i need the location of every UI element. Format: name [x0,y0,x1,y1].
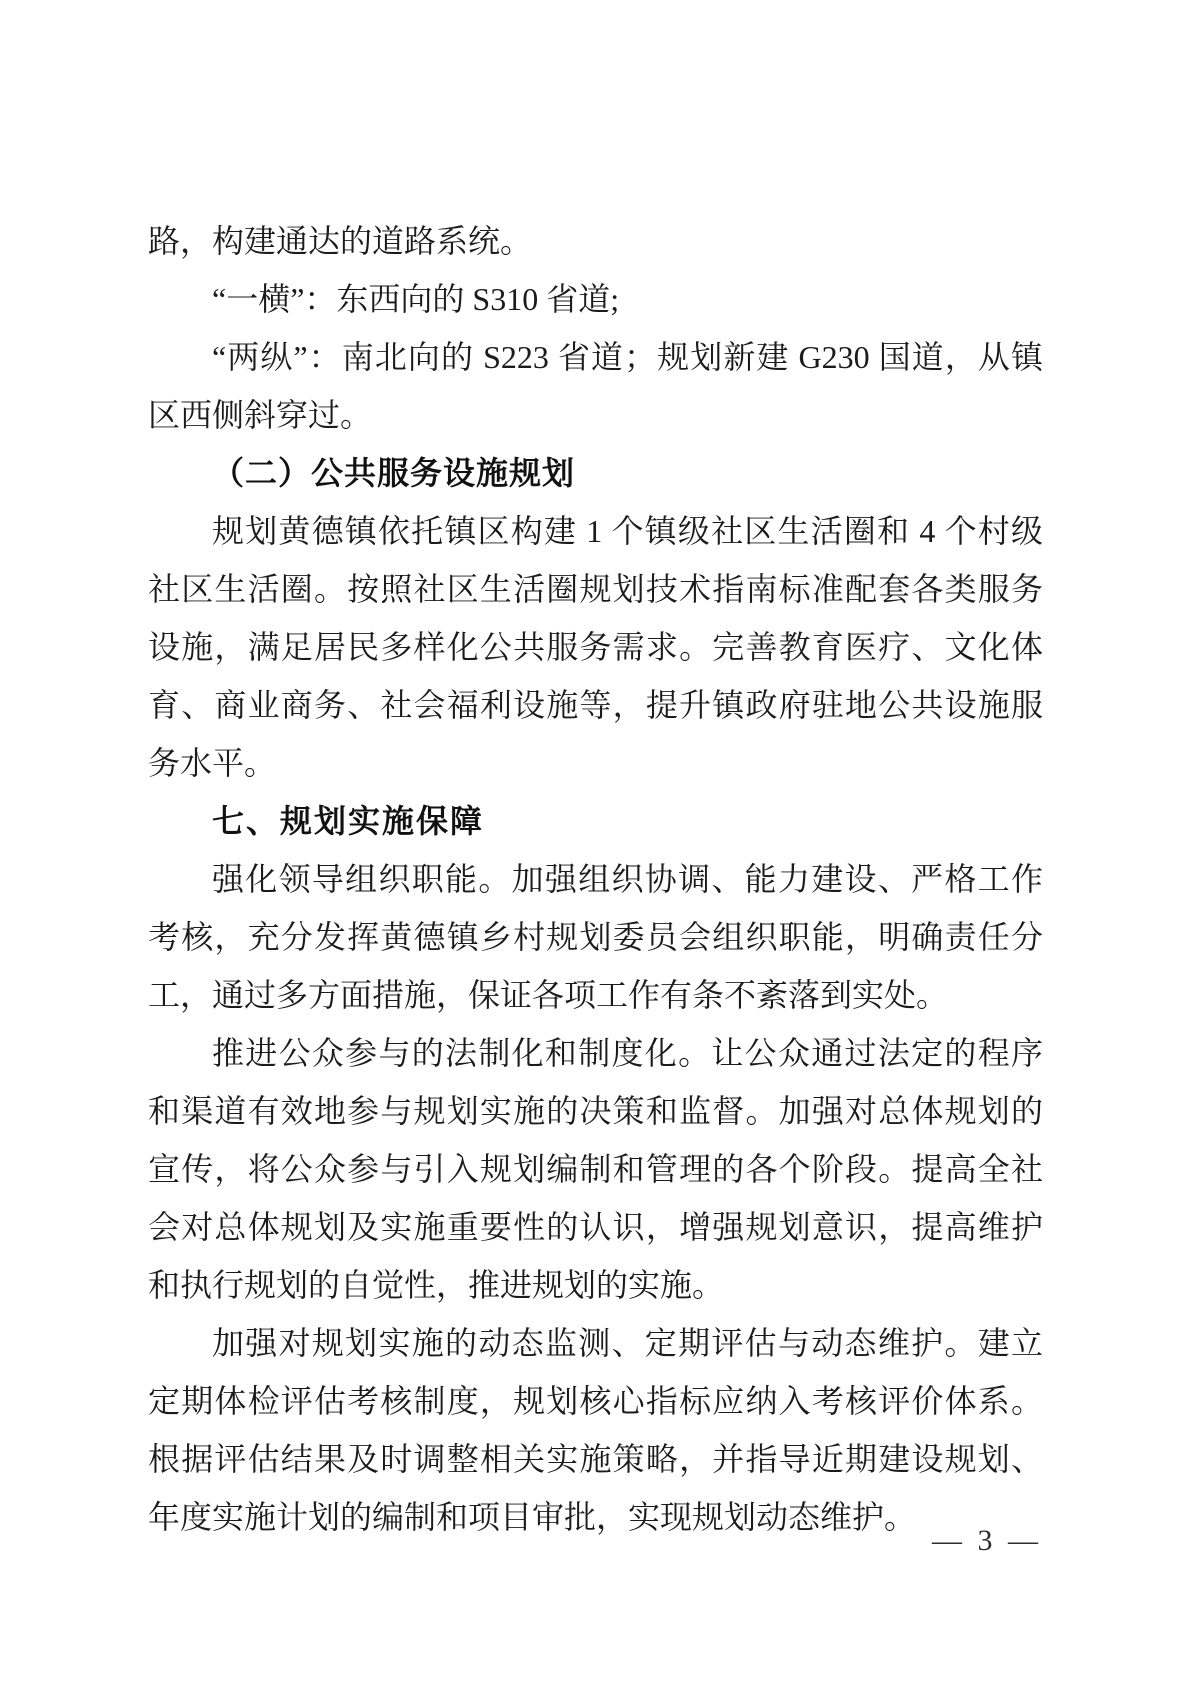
section-heading-plan-implementation-guarantee: 七、规划实施保障 [212,803,485,839]
document-body [148,212,1043,1546]
paragraph-community-life-circles: 规划黄德镇依托镇区构建 1 个镇级社区生活圈和 4 个村级社区生活圈。按照社区生活圈规划技术指南标准配套各类服务设施，满足居民多样化公共服务需求。完善教育医疗、文化体育、商业商务、社会福利设施等，提升镇政府驻地公共设施服务水平。 [148,513,1043,781]
paragraph-two-vertical: “两纵”：南北向的 S223 省道；规划新建 G230 国道，从镇区西侧斜穿过。 [148,339,1043,433]
paragraph-one-horizontal: “一横”：东西向的 S310 省道; [212,281,620,317]
page-number: — 3 — [932,1524,1042,1557]
paragraph-road-system-continuation: 路，构建通达的道路系统。 [148,223,533,259]
paragraph-public-participation: 推进公众参与的法制化和制度化。让公众通过法定的程序和渠道有效地参与规划实施的决策和监督。加强对总体规划的宣传，将公众参与引入规划编制和管理的各个阶段。提高全社会对总体规划及实施重要性的认识，增强规划意识，提高维护和执行规划的自觉性，推进规划的实施。 [148,1035,1043,1303]
paragraph-dynamic-monitoring: 加强对规划实施的动态监测、定期评估与动态维护。建立定期体检评估考核制度，规划核心指标应纳入考核评价体系。根据评估结果及时调整相关实施策略，并指导近期建设规划、年度实施计划的编制和项目审批，实现规划动态维护。 [148,1325,1043,1535]
section-heading-public-service-facilities: （二）公共服务设施规划 [212,455,576,491]
paragraph-leadership-organization: 强化领导组织职能。加强组织协调、能力建设、严格工作考核，充分发挥黄德镇乡村规划委员会组织职能，明确责任分工，通过多方面措施，保证各项工作有条不紊落到实处。 [148,861,1043,1013]
